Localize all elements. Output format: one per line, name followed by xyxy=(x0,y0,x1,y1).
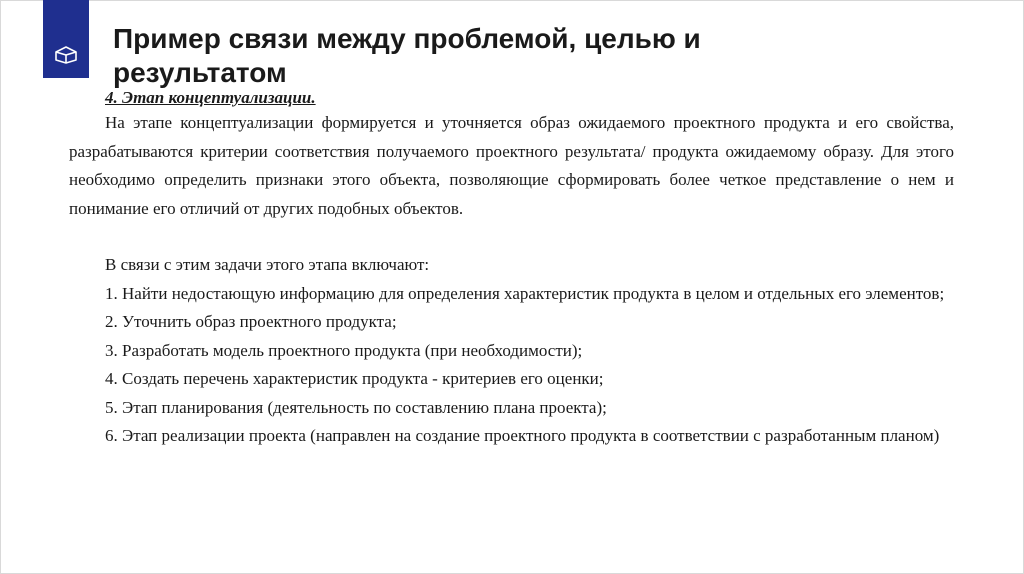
intro-paragraph: На этапе концептуализации формируется и уточняется образ ожидаемого проектного продукта и его свойства, разрабатываются критерии соответствия получаемого проектного результата/ продукта ожидаемому образу. Для этого необходимо определить признаки этого объекта, позволяющие сформировать более четкое представление о нем и понимание его отличий от других подобных объектов. xyxy=(69,113,954,218)
spacer xyxy=(69,223,954,251)
stage-heading: 4. Этап концептуализации. xyxy=(105,88,316,107)
slide-title: Пример связи между проблемой, целью и результатом xyxy=(113,23,701,88)
task-item: 2. Уточнить образ проектного продукта; xyxy=(105,312,397,331)
tasks-intro: В связи с этим задачи этого этапа включают: xyxy=(105,255,430,274)
task-item: 4. Создать перечень характеристик продукта - критериев его оценки; xyxy=(105,369,604,388)
task-item: 1. Найти недостающую информацию для определения характеристик продукта в целом и отдельных его элементов; xyxy=(105,283,945,303)
task-item: 6. Этап реализации проекта (направлен на создание проектного продукта в соответствии с разработанным планом) xyxy=(105,426,940,445)
slide-body xyxy=(69,87,954,451)
book-icon xyxy=(54,46,78,64)
task-item: 3. Разработать модель проектного продукта (при необходимости); xyxy=(105,340,583,360)
task-list xyxy=(69,280,954,451)
task-item: 5. Этап планирования (деятельность по составлению плана проекта); xyxy=(105,397,607,417)
logo-bar xyxy=(43,0,89,78)
